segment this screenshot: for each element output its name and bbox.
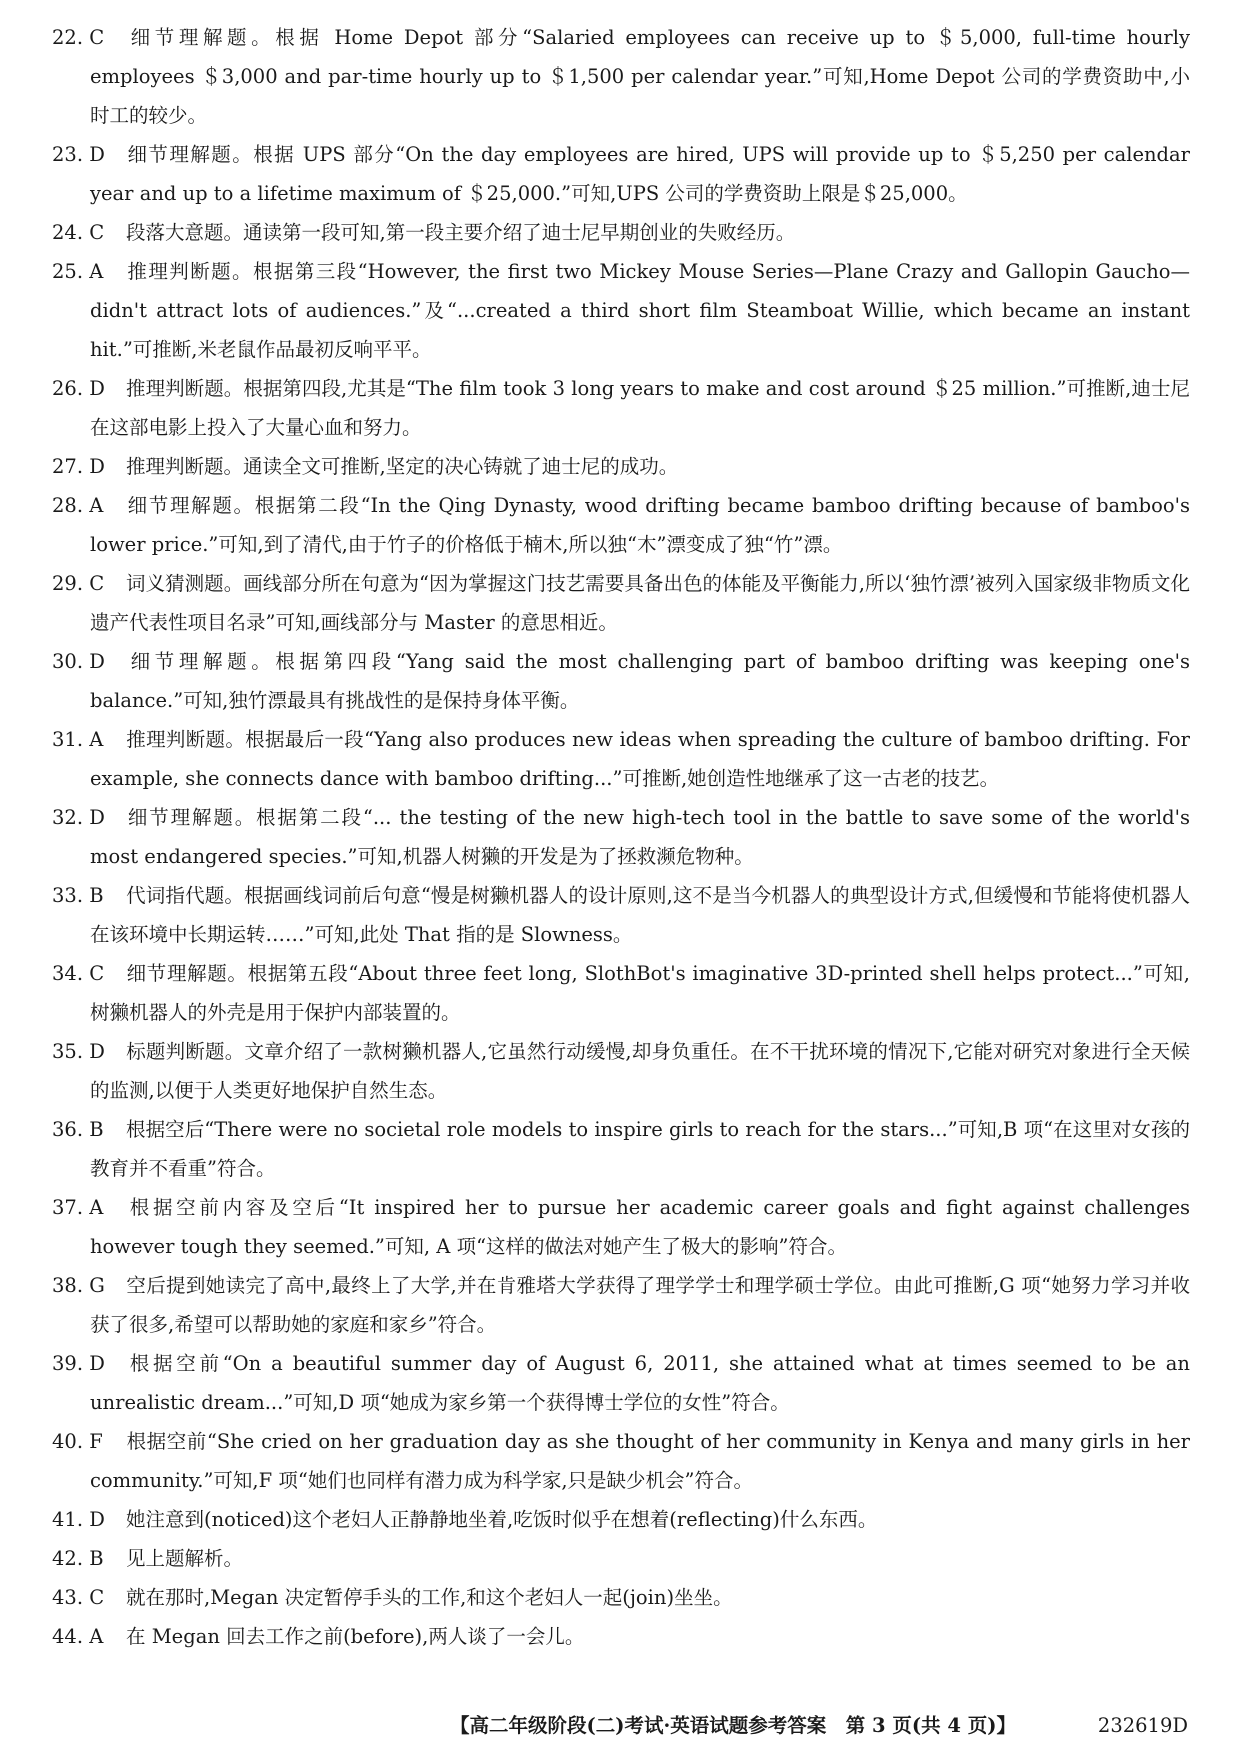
answer-number: 26. D	[52, 377, 105, 400]
answer-explanation: 推理判断题。根据第四段,尤其是“The film took 3 long years to make and cost around ＄25 million.”可推断,迪士尼在这部电影上投入了大量心血和努力。	[90, 377, 1190, 439]
answer-item	[0, 135, 1238, 213]
answer-number: 39. D	[52, 1352, 105, 1375]
answer-explanation: 细节理解题。根据第四段“Yang said the most challenging part of bamboo drifting was keeping one's balance.”可知,独竹漂最具有挑战性的是保持身体平衡。	[90, 650, 1190, 712]
answer-item	[0, 876, 1238, 954]
answer-item	[0, 564, 1238, 642]
answer-number: 36. B	[52, 1118, 104, 1141]
answer-explanation: 细节理解题。根据第二段“... the testing of the new high-tech tool in the battle to save some of the world's most endangered species.”可知,机器人树獭的开发是为了拯救濒危物种。	[90, 806, 1190, 868]
answer-explanation: 细节理解题。根据 Home Depot 部分“Salaried employees can receive up to ＄5,000, full-time hourly employees ＄3,000 and par-time hourly up to ＄1,500 per calendar year.”可知,Home Depot 公司的学费资助中,小时工的较少。	[90, 26, 1190, 127]
answer-item	[0, 1422, 1238, 1500]
answer-number: 22. C	[52, 26, 105, 49]
answer-item	[0, 1032, 1238, 1110]
answer-number: 35. D	[52, 1040, 105, 1063]
answer-item	[0, 1500, 1238, 1539]
answer-item	[0, 1578, 1238, 1617]
answer-number: 44. A	[52, 1625, 104, 1648]
answer-item	[0, 18, 1238, 135]
answer-number: 37. A	[52, 1196, 104, 1219]
answer-explanation: 细节理解题。根据第二段“In the Qing Dynasty, wood drifting became bamboo drifting because of bamboo's lower price.”可知,到了清代,由于竹子的价格低于楠木,所以独“木”漂变成了独“竹”漂。	[90, 494, 1190, 556]
footer-code: 232619D	[1097, 1714, 1188, 1737]
answer-item	[0, 486, 1238, 564]
answer-item	[0, 1266, 1238, 1344]
answer-number: 32. D	[52, 806, 105, 829]
answer-explanation: 推理判断题。通读全文可推断,坚定的决心铸就了迪士尼的成功。	[126, 455, 679, 478]
answer-item	[0, 1188, 1238, 1266]
answer-number: 23. D	[52, 143, 105, 166]
answer-explanation: 根据空前“On a beautiful summer day of August 6, 2011, she attained what at times seemed to be an unrealistic dream...”可知,D 项“她成为家乡第一个获得博士学位的女性”符合。	[90, 1352, 1190, 1414]
answer-item	[0, 1344, 1238, 1422]
answer-explanation: 她注意到(noticed)这个老妇人正静静地坐着,吃饭时似乎在想着(reflecting)什么东西。	[126, 1508, 878, 1531]
answer-item	[0, 1539, 1238, 1578]
answer-explanation: 就在那时,Megan 决定暂停手头的工作,和这个老妇人一起(join)坐坐。	[126, 1586, 733, 1609]
answer-explanation: 段落大意题。通读第一段可知,第一段主要介绍了迪士尼早期创业的失败经历。	[126, 221, 796, 244]
answer-item	[0, 447, 1238, 486]
answer-number: 34. C	[52, 962, 105, 985]
answer-explanation: 根据空后“There were no societal role models to inspire girls to reach for the stars...”可知,B 项“在这里对女孩的教育并不看重”符合。	[90, 1118, 1190, 1180]
answer-explanation: 空后提到她读完了高中,最终上了大学,并在肯雅塔大学获得了理学学士和理学硕士学位。由此可推断,G 项“她努力学习并收获了很多,希望可以帮助她的家庭和家乡”符合。	[90, 1274, 1190, 1336]
answer-number: 28. A	[52, 494, 104, 517]
answer-explanation: 推理判断题。根据第三段“However, the first two Mickey Mouse Series—Plane Crazy and Gallopin Gaucho—didn't attract lots of audiences.”及“...created a third short film Steamboat Willie, which became an instant hit.”可推断,米老鼠作品最初反响平平。	[90, 260, 1190, 361]
answer-number: 38. G	[52, 1274, 105, 1297]
answer-explanation: 标题判断题。文章介绍了一款树獭机器人,它虽然行动缓慢,却身负重任。在不干扰环境的情况下,它能对研究对象进行全天候的监测,以便于人类更好地保护自然生态。	[90, 1040, 1190, 1102]
answer-item	[0, 252, 1238, 369]
answer-explanation: 推理判断题。根据最后一段“Yang also produces new ideas when spreading the culture of bamboo drifting. For example, she connects dance with bamboo drifting...”可推断,她创造性地继承了这一古老的技艺。	[90, 728, 1190, 790]
answer-number: 41. D	[52, 1508, 105, 1531]
answer-explanation: 根据空前“She cried on her graduation day as she thought of her community in Kenya and many girls in her community.”可知,F 项“她们也同样有潜力成为科学家,只是缺少机会”符合。	[90, 1430, 1190, 1492]
answer-explanation: 在 Megan 回去工作之前(before),两人谈了一会儿。	[126, 1625, 585, 1648]
answer-item	[0, 213, 1238, 252]
answer-explanation: 词义猜测题。画线部分所在句意为“因为掌握这门技艺需要具备出色的体能及平衡能力,所以‘独竹漂’被列入国家级非物质文化遗产代表性项目名录”可知,画线部分与 Master 的意思相近。	[90, 572, 1190, 634]
answer-item	[0, 1110, 1238, 1188]
answer-number: 30. D	[52, 650, 105, 673]
answer-number: 29. C	[52, 572, 105, 595]
answer-number: 43. C	[52, 1586, 105, 1609]
answer-item	[0, 954, 1238, 1032]
answer-number: 42. B	[52, 1547, 104, 1570]
footer-title: 【高二年级阶段(二)考试·英语试题参考答案 第 3 页(共 4 页)】	[450, 1714, 1016, 1737]
answer-number: 25. A	[52, 260, 104, 283]
answer-number: 33. B	[52, 884, 104, 907]
answer-number: 27. D	[52, 455, 105, 478]
answer-explanation: 见上题解析。	[126, 1547, 244, 1570]
answer-key-page	[0, 18, 1238, 1656]
answer-item	[0, 798, 1238, 876]
page-footer	[0, 1708, 1238, 1744]
answer-number: 40. F	[52, 1430, 103, 1453]
answer-item	[0, 642, 1238, 720]
answer-item	[0, 369, 1238, 447]
answer-item	[0, 1617, 1238, 1656]
answer-explanation: 细节理解题。根据 UPS 部分“On the day employees are hired, UPS will provide up to ＄5,250 per calendar year and up to a lifetime maximum of ＄25,000.”可知,UPS 公司的学费资助上限是＄25,000。	[90, 143, 1190, 205]
answer-number: 24. C	[52, 221, 105, 244]
answer-explanation: 细节理解题。根据第五段“About three feet long, SlothBot's imaginative 3D-printed shell helps protect...”可知,树獭机器人的外壳是用于保护内部装置的。	[90, 962, 1190, 1024]
answer-explanation: 根据空前内容及空后“It inspired her to pursue her academic career goals and fight against challenges however tough they seemed.”可知, A 项“这样的做法对她产生了极大的影响”符合。	[90, 1196, 1190, 1258]
answer-number: 31. A	[52, 728, 104, 751]
answer-item	[0, 720, 1238, 798]
answer-explanation: 代词指代题。根据画线词前后句意“慢是树獭机器人的设计原则,这不是当今机器人的典型设计方式,但缓慢和节能将使机器人在该环境中长期运转……”可知,此处 That 指的是 Slowness。	[90, 884, 1190, 946]
